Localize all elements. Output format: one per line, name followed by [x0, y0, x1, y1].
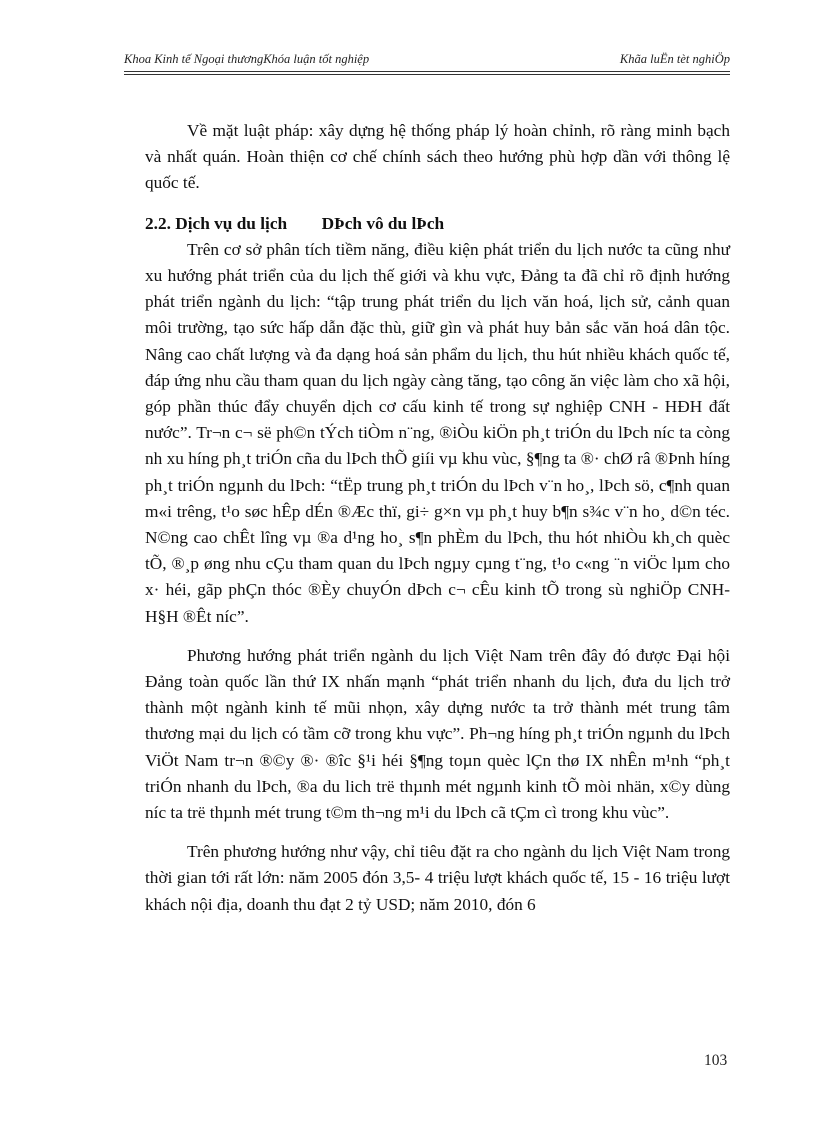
header-left-text: Khoa Kinh tế Ngoại thươngKhóa luận tốt nghiệp	[124, 52, 370, 66]
paragraph-targets: Trên phương hướng như vậy, chỉ tiêu đặt ra cho ngành du lịch Việt Nam trong thời gian tới rất lớn: năm 2005 đón 3,5- 4 triệu lượt khách quốc tế, 15 - 16 triệu lượt khách nội địa, doanh thu đạt 2 tỷ USD; năm 2010, đón 6	[145, 842, 730, 914]
section-heading: 2.2. Dịch vụ du lịch DÞch vô du lÞch	[145, 213, 445, 233]
header-right-text: Khãa luËn tèt nghiÖp	[619, 52, 730, 66]
document-body	[145, 118, 730, 918]
page-header	[124, 49, 730, 71]
header-rule-double	[124, 74, 730, 75]
paragraph-legal: Về mặt luật pháp: xây dựng hệ thống pháp lý hoàn chỉnh, rõ ràng minh bạch và nhất quán. Hoàn thiện cơ chế chính sách theo hướng phù hợp dần với thông lệ quốc tế.	[145, 121, 730, 193]
paragraph-orientation: Trên cơ sở phân tích tiềm năng, điều kiện phát triển du lịch nước ta cũng như xu hướng phát triển của du lịch thế giới và khu vực, Đảng ta đã chỉ rõ định hướng phát triển ngành du lịch: “tập trung phát triển du lịch văn hoá, lịch sử, cảnh quan môi trường, tạo sức hấp dẫn đặc thù, giữ gìn và phát huy bản sắc văn hoá dân tộc. Nâng cao chất lượng và đa dạng hoá sản phẩm du lịch, thu hút nhiều khách quốc tế, đáp ứng nhu cầu tham quan du lịch ngày càng tăng, tạo công ăn việc làm cho xã hội, góp phần thúc đẩy chuyển dịch cơ cấu kinh tế trong sự nghiệp CNH - HĐH đất nước”. Tr¬n c¬ së ph©n tÝch tiÒm n¨ng, ®iÒu kiÖn ph¸t triÓn du lÞch níc ta còng nh xu híng ph¸t triÓn cña du lÞch thÕ giíi vµ khu vùc, §¶ng ta ®· chØ râ ®Þnh híng ph¸t triÓn ngµnh du lÞch: “tËp trung ph¸t triÓn du lÞch v¨n ho¸, lÞch sö, c¶nh quan m«i trêng, t¹o søc hÊp dÉn ®Æc thï, gi÷ g×n vµ ph¸t huy b¶n s¾c v¨n ho¸ d©n téc. N©ng cao chÊt lîng vµ ®a d¹ng ho¸ s¶n phÈm du lÞch, thu hót nhiÒu kh¸ch quèc tÕ, ®¸p øng nhu cÇu tham quan du lÞch ngµy cµng t¨ng, t¹o c«ng ¨n viÖc lµm cho x· héi, gãp phÇn thóc ®Èy chuyÓn dÞch c¬ cÊu kinh tÕ trong sù nghiÖp CNH-H§H ®Êt níc”.	[145, 239, 730, 626]
paragraph-congress: Phương hướng phát triển ngành du lịch Việt Nam trên đây đó được Đại hội Đảng toàn quốc lần thứ IX nhấn mạnh “phát triển nhanh du lịch, đưa du lịch trở thành một ngành kinh tế mũi nhọn, xây dựng nước ta trở thành mét trung tâm thương mại du lịch có tầm cỡ trong khu vực”. Ph¬ng híng ph¸t triÓn ngµnh du lÞch ViÖt Nam tr¬n ®©y ®· ®îc §¹i héi §¶ng toµn quèc lÇn thø IX nhÊn m¹nh “ph¸t triÓn nhanh du lÞch, ®a du lich trë thµnh mét ngµnh kinh tÕ mòi nhän, x©y dùng níc ta trë thµnh mét trung t©m th¬ng m¹i du lÞch cã tÇm cì trong khu vùc”.	[145, 645, 730, 823]
page-number: 103	[704, 1052, 728, 1069]
header-rule	[124, 71, 730, 72]
